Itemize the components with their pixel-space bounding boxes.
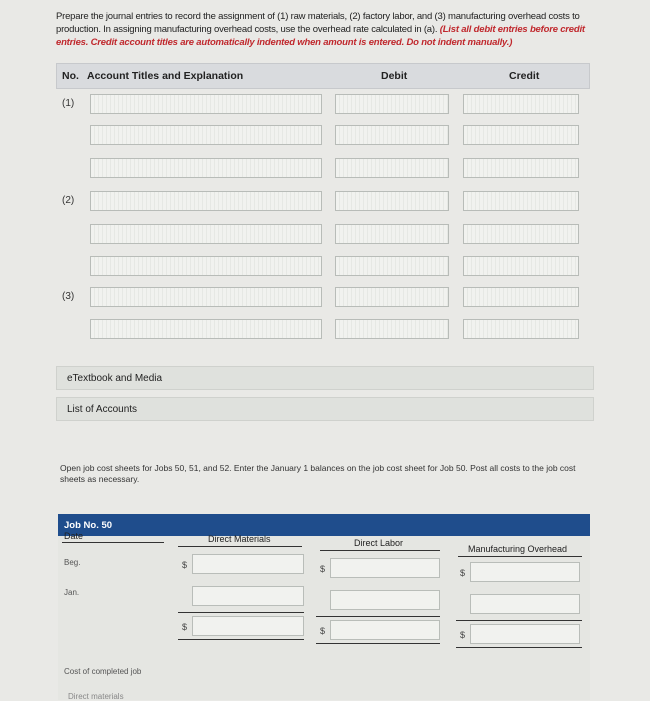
job-title: Job No. 50	[64, 520, 113, 531]
dollar-sign: $	[182, 560, 188, 570]
jan-direct-labor-input[interactable]	[330, 590, 440, 610]
jan-overhead-input[interactable]	[470, 594, 580, 614]
total-overhead-input[interactable]	[470, 624, 580, 644]
col-date: Date	[64, 531, 84, 541]
credit-input[interactable]	[463, 256, 579, 276]
entry-number: (1)	[62, 98, 75, 109]
job-cost-sheet	[58, 531, 590, 701]
header-account-titles: Account Titles and Explanation	[87, 70, 244, 82]
debit-input[interactable]	[335, 94, 449, 114]
debit-input[interactable]	[335, 191, 449, 211]
account-title-input[interactable]	[90, 319, 322, 339]
dollar-sign: $	[460, 630, 466, 640]
credit-input[interactable]	[463, 191, 579, 211]
header-debit: Debit	[381, 70, 408, 82]
job-cost-sheet-header	[58, 514, 590, 536]
direct-materials-label: Direct materials	[68, 692, 124, 701]
instructions-text: Prepare the journal entries to record the assignment of (1) raw materials, (2) factory labor, and (3) manufacturing overhead costs to production. In assigning manufacturing overhead costs, use the overhead rate calculated in (a). (List all debit entries before credit entries. Credit account titles are automatically indented when amount is entered. Do not indent manually.)	[56, 11, 585, 48]
credit-input[interactable]	[463, 158, 579, 178]
list-of-accounts-link[interactable]: List of Accounts	[56, 397, 594, 421]
debit-input[interactable]	[335, 287, 449, 307]
credit-input[interactable]	[463, 94, 579, 114]
credit-input[interactable]	[463, 287, 579, 307]
total-direct-materials-input[interactable]	[192, 616, 304, 636]
credit-input[interactable]	[463, 125, 579, 145]
account-title-input[interactable]	[90, 287, 322, 307]
account-title-input[interactable]	[90, 191, 322, 211]
total-direct-labor-input[interactable]	[330, 620, 440, 640]
etextbook-link[interactable]: eTextbook and Media	[56, 366, 594, 390]
row-beg-label: Beg.	[64, 558, 81, 567]
account-title-input[interactable]	[90, 158, 322, 178]
job-cost-instructions: Open job cost sheets for Jobs 50, 51, and 52. Enter the January 1 balances on the job cost sheet for Job 50. Post all costs to the job cost sheets as necessary.	[60, 463, 576, 484]
account-title-input[interactable]	[90, 256, 322, 276]
jan-direct-materials-input[interactable]	[192, 586, 304, 606]
debit-input[interactable]	[335, 256, 449, 276]
debit-input[interactable]	[335, 158, 449, 178]
row-jan-label: Jan.	[64, 588, 80, 597]
account-title-input[interactable]	[90, 125, 322, 145]
header-no: No.	[62, 70, 79, 82]
beg-direct-labor-input[interactable]	[330, 558, 440, 578]
col-direct-materials: Direct Materials	[208, 534, 271, 544]
beg-overhead-input[interactable]	[470, 562, 580, 582]
debit-input[interactable]	[335, 125, 449, 145]
debit-input[interactable]	[335, 319, 449, 339]
col-manufacturing-overhead: Manufacturing Overhead	[468, 544, 568, 554]
debit-input[interactable]	[335, 224, 449, 244]
journal-header	[56, 63, 590, 89]
credit-input[interactable]	[463, 319, 579, 339]
dollar-sign: $	[320, 626, 326, 636]
cost-of-completed-job-label: Cost of completed job	[64, 667, 142, 676]
col-direct-labor: Direct Labor	[354, 538, 404, 548]
account-title-input[interactable]	[90, 94, 322, 114]
dollar-sign: $	[320, 564, 326, 574]
account-title-input[interactable]	[90, 224, 322, 244]
entry-number: (2)	[62, 195, 75, 206]
header-credit: Credit	[509, 70, 540, 82]
credit-input[interactable]	[463, 224, 579, 244]
dollar-sign: $	[460, 568, 466, 578]
entry-number: (3)	[62, 291, 75, 302]
dollar-sign: $	[182, 622, 188, 632]
beg-direct-materials-input[interactable]	[192, 554, 304, 574]
